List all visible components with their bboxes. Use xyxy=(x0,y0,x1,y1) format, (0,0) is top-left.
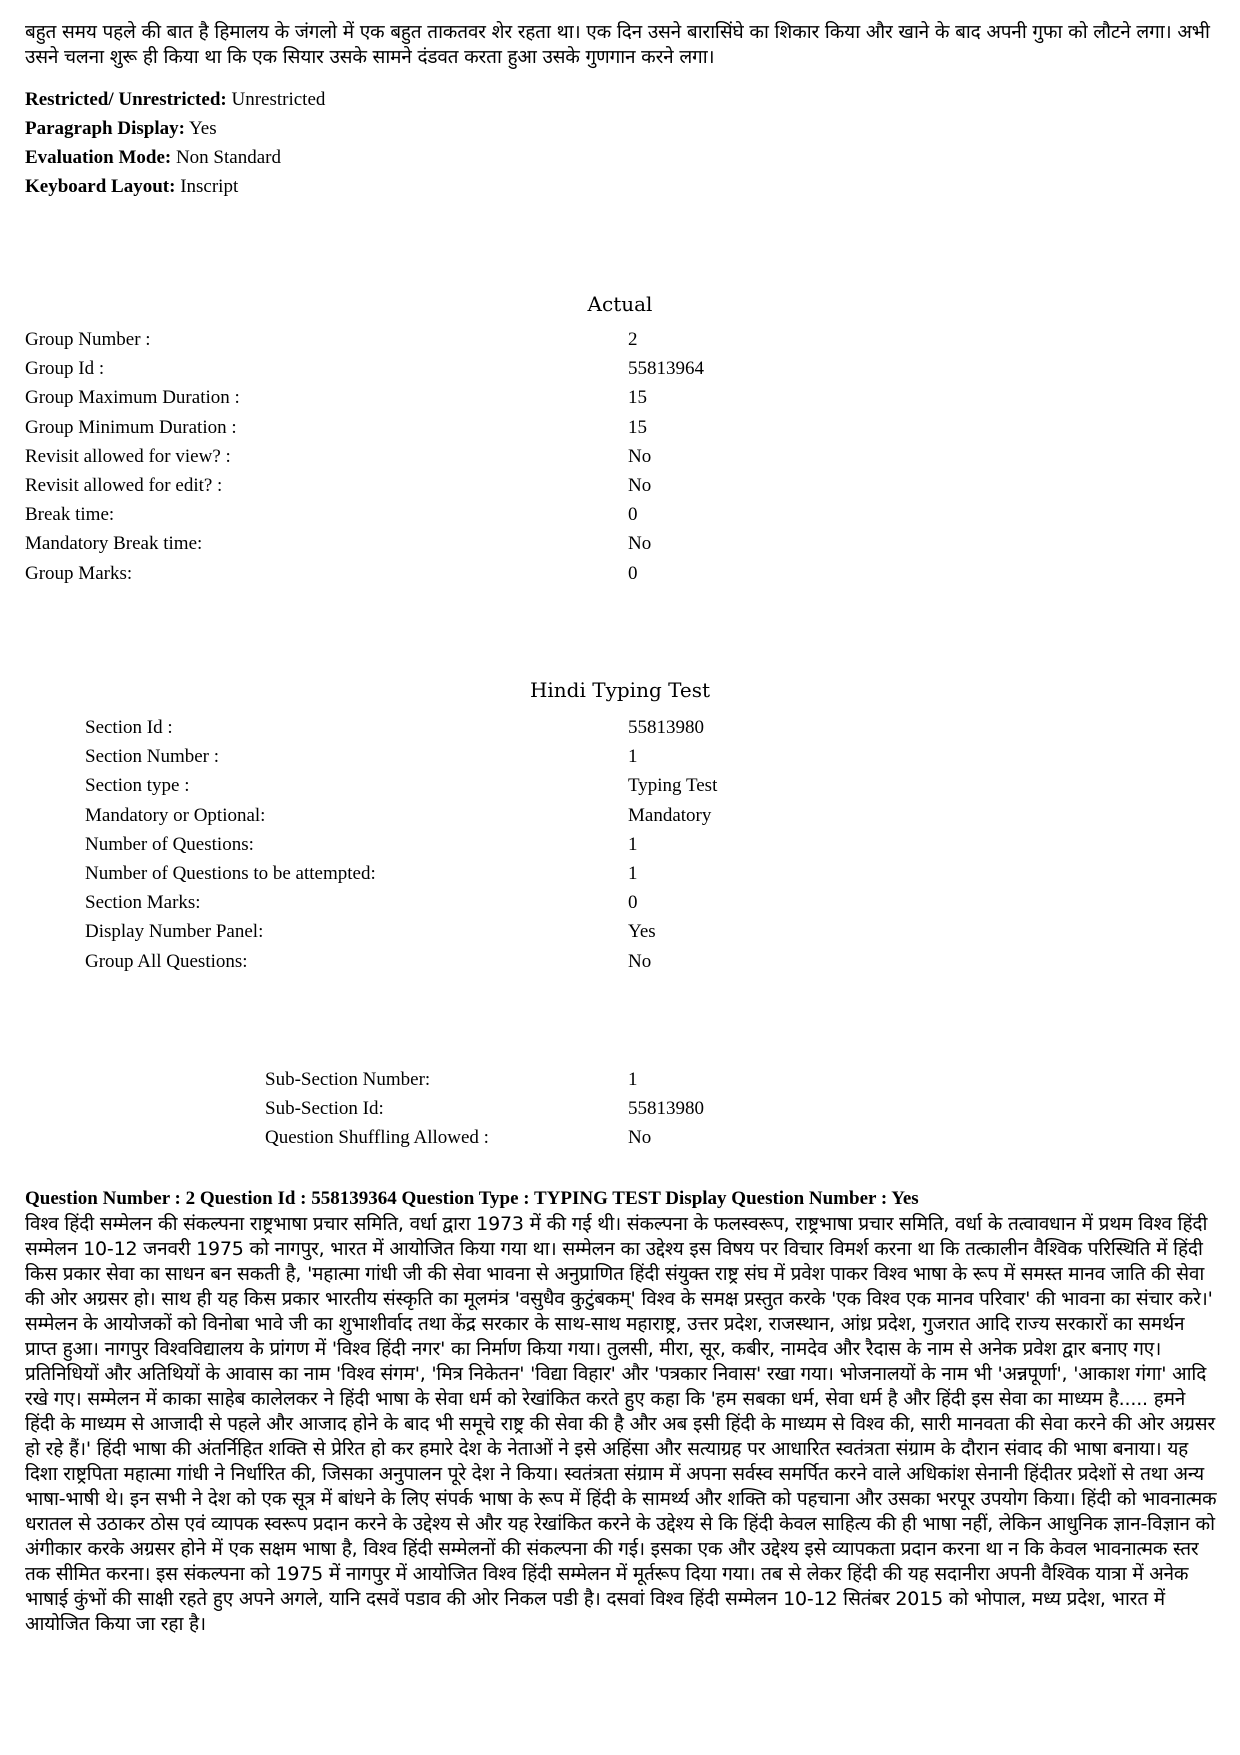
meta-paragraph-display xyxy=(25,114,325,143)
subsection-details xyxy=(265,1065,704,1153)
intro-paragraph: बहुत समय पहले की बात है हिमालय के जंगलो में एक बहुत ताकतवर शेर रहता था। एक दिन उसने बारासिंघे का शिकार किया और खाने के बाद अपनी गुफा को लौटने लगा। अभी उसने चलना शुरू ही किया था कि एक सियार उसके सामने दंडवत करता हुआ उसके गुणगान करने लगा। xyxy=(25,21,1210,68)
detail-value: 55813980 xyxy=(628,717,704,738)
detail-label: Sub-Section Number: xyxy=(265,1069,431,1090)
detail-value: Yes xyxy=(628,921,656,943)
detail-value: Typing Test xyxy=(628,775,718,797)
detail-row xyxy=(25,354,704,383)
detail-value: 1 xyxy=(628,863,638,885)
detail-value: Mandatory xyxy=(628,804,712,826)
detail-label: Mandatory Break time: xyxy=(25,533,203,555)
detail-label: Revisit allowed for view? : xyxy=(25,445,231,467)
detail-value: 1 xyxy=(628,746,638,768)
detail-label: Group Id : xyxy=(25,358,105,380)
detail-value: 0 xyxy=(628,562,638,584)
detail-label: Group Minimum Duration : xyxy=(25,416,237,438)
detail-value: 1 xyxy=(628,1069,638,1090)
detail-row xyxy=(265,1123,704,1152)
detail-label: Number of Questions: xyxy=(85,833,254,855)
detail-row xyxy=(85,888,717,917)
meta-keyboard-layout xyxy=(25,172,325,201)
section-details xyxy=(85,713,717,976)
detail-value: 55813964 xyxy=(628,358,704,380)
detail-row xyxy=(85,713,717,742)
detail-label: Section Id : xyxy=(85,717,173,738)
meta-label: Restricted/ Unrestricted: xyxy=(25,89,227,110)
meta-label: Evaluation Mode: xyxy=(25,147,172,168)
question-passage: विश्व हिंदी सम्मेलन की संकल्पना राष्ट्रभाषा प्रचार समिति, वर्धा द्वारा 1973 में की गई थी। संकल्पना के फलस्वरूप, राष्ट्रभाषा प्रचार समिति, वर्धा के तत्वावधान में प्रथम विश्व हिंदी सम्मेलन 10-12 जनवरी 1975 को नागपुर, भारत में आयोजित किया गया था। सम्मेलन का उद्देश्य इस विषय पर विचार विमर्श करना था कि तत्कालीन वैश्विक परिस्थिति में हिंदी किस प्रकार सेवा का साधन बन सकती है, 'महात्मा गांधी जी की सेवा भावना से अनुप्राणित हिंदी संयुक्त राष्ट्र संघ में प्रवेश पाकर विश्व भाषा के रूप में समस्त मानव जाति की सेवा की ओर अग्रसर हो। साथ ही यह किस प्रकार भारतीय संस्कृति का मूलमंत्र 'वसुधैव कुटुंबकम्' विश्व के समक्ष प्रस्तुत करके 'एक विश्व एक मानव परिवार' की भावना का संचार करे।' सम्मेलन के आयोजकों को विनोबा भावे जी का शुभाशीर्वाद तथा केंद्र सरकार के साथ-साथ महाराष्ट्र, उत्तर प्रदेश, राजस्थान, आंध्र प्रदेश, गुजरात आदि राज्य सरकारों का समर्थन प्राप्त हुआ। नागपुर विश्वविद्यालय के प्रांगण में 'विश्व हिंदी नगर' का निर्माण किया गया। तुलसी, मीरा, सूर, कबीर, नामदेव और रैदास के नाम से अनेक प्रवेश द्वार बनाए गए। प्रतिनिधियों और अतिथियों के आवास का नाम 'विश्व संगम', 'मित्र निकेतन' 'विद्या विहार' और 'पत्रकार निवास' रखा गया। भोजनालयों के नाम भी 'अन्नपूर्णा', 'आकाश गंगा' आदि रखे गए। सम्मेलन में काका साहेब कालेलकर ने हिंदी भाषा के सेवा धर्म को रेखांकित करते हुए कहा कि 'हम सबका धर्म, सेवा धर्म है और हिंदी इस सेवा का माध्यम है..... हमने हिंदी के माध्यम से आजादी से पहले और आजाद होने के बाद भी समूचे राष्ट्र की सेवा की है और अब इसी हिंदी के माध्यम से विश्व की, सारी मानवता की सेवा करने की ओर अग्रसर हो रहे हैं।' हिंदी भाषा की अंतर्निहित शक्ति से प्रेरित हो कर हमारे देश के नेताओं ने इसे अहिंसा और सत्याग्रह पर आधारित स्वतंत्रता संग्राम के दौरान संवाद की भाषा बनाया। यह दिशा राष्ट्रपिता महात्मा गांधी ने निर्धारित की, जिसका अनुपालन पूरे देश ने किया। स्वतंत्रता संग्राम में अपना सर्वस्व समर्पित करने वाले अधिकांश सेनानी हिंदीतर प्रदेशों से तथा अन्य भाषा-भाषी थे। इन सभी ने देश को एक सूत्र में बांधने के लिए संपर्क भाषा के रूप में हिंदी के सामर्थ्य और शक्ति को पहचाना और उसका भरपूर उपयोग किया। हिंदी को भावनात्मक धरातल से उठाकर ठोस एवं व्यापक स्वरूप प्रदान करने के उद्देश्य से और यह रेखांकित करने के उद्देश्य से कि हिंदी केवल साहित्य की ही भाषा नहीं, लेकिन आधुनिक ज्ञान-विज्ञान को अंगीकार करके अग्रसर होने में एक सक्षम भाषा है, विश्व हिंदी सम्मेलनों की संकल्पना की गई। इसका एक और उद्देश्य इसे व्यापकता प्रदान करना था न कि केवल भावनात्मक स्तर तक सीमित करना। इस संकल्पना को 1975 में नागपुर में आयोजित विश्व हिंदी सम्मेलन में मूर्तरूप दिया गया। तब से लेकर हिंदी की यह सदानीरा अपनी वैश्विक यात्रा में अनेक भाषाई कुंभों की साक्षी रहते हुए अपने अगले, यानि दसवें पडाव की ओर निकल पडी है। दसवां विश्व हिंदी सम्मेलन 10-12 सितंबर 2015 को भोपाल, मध्य प्रदेश, भारत में आयोजित किया जा रहा है। xyxy=(25,1213,1217,1635)
detail-row xyxy=(25,559,704,588)
detail-label: Group All Questions: xyxy=(85,950,248,972)
detail-value: 15 xyxy=(628,387,647,409)
group-details xyxy=(25,325,704,588)
meta-value: Unrestricted xyxy=(231,89,326,110)
meta-value: Yes xyxy=(188,118,217,139)
detail-row xyxy=(85,947,717,976)
detail-row xyxy=(85,771,717,800)
detail-row xyxy=(85,917,717,946)
detail-row xyxy=(25,529,704,558)
detail-row xyxy=(85,801,717,830)
meta-evaluation-mode xyxy=(25,143,325,172)
detail-value: No xyxy=(628,475,652,497)
detail-row xyxy=(265,1065,704,1094)
meta-restricted xyxy=(25,85,325,114)
detail-value: 0 xyxy=(628,892,638,914)
meta-info xyxy=(25,85,325,201)
question-info: Question Number : 2 Question Id : 558139364 Question Type : TYPING TEST Display Question Number : Yes xyxy=(25,1188,919,1209)
detail-label: Break time: xyxy=(25,504,115,526)
detail-label: Display Number Panel: xyxy=(85,921,264,943)
detail-label: Section Marks: xyxy=(85,892,201,914)
detail-label: Sub-Section Id: xyxy=(265,1098,384,1120)
detail-value: No xyxy=(628,1127,652,1149)
detail-row xyxy=(25,442,704,471)
meta-label: Paragraph Display: xyxy=(25,118,185,139)
detail-label: Revisit allowed for edit? : xyxy=(25,475,223,497)
meta-value: Non Standard xyxy=(175,147,281,168)
detail-label: Section type : xyxy=(85,775,190,797)
detail-row xyxy=(265,1094,704,1123)
detail-value: No xyxy=(628,533,652,555)
detail-row xyxy=(25,383,704,412)
detail-value: 0 xyxy=(628,504,638,526)
detail-value: No xyxy=(628,445,652,467)
detail-row xyxy=(25,471,704,500)
detail-label: Number of Questions to be attempted: xyxy=(85,863,376,885)
detail-label: Mandatory or Optional: xyxy=(85,804,266,826)
detail-value: 15 xyxy=(628,416,647,438)
detail-row xyxy=(85,742,717,771)
detail-value: No xyxy=(628,950,652,972)
group-heading: Actual xyxy=(587,292,653,316)
detail-label: Group Marks: xyxy=(25,562,133,584)
meta-value: Inscript xyxy=(180,176,239,197)
detail-label: Group Number : xyxy=(25,329,151,350)
detail-value: 1 xyxy=(628,833,638,855)
detail-row xyxy=(85,859,717,888)
detail-value: 55813980 xyxy=(628,1098,704,1120)
detail-label: Section Number : xyxy=(85,746,220,768)
detail-label: Question Shuffling Allowed : xyxy=(265,1127,489,1149)
detail-label: Group Maximum Duration : xyxy=(25,387,240,409)
section-heading: Hindi Typing Test xyxy=(529,678,711,702)
meta-label: Keyboard Layout: xyxy=(25,176,176,197)
detail-row xyxy=(85,830,717,859)
detail-value: 2 xyxy=(628,329,638,350)
detail-row xyxy=(25,325,704,354)
detail-row xyxy=(25,413,704,442)
detail-row xyxy=(25,500,704,529)
